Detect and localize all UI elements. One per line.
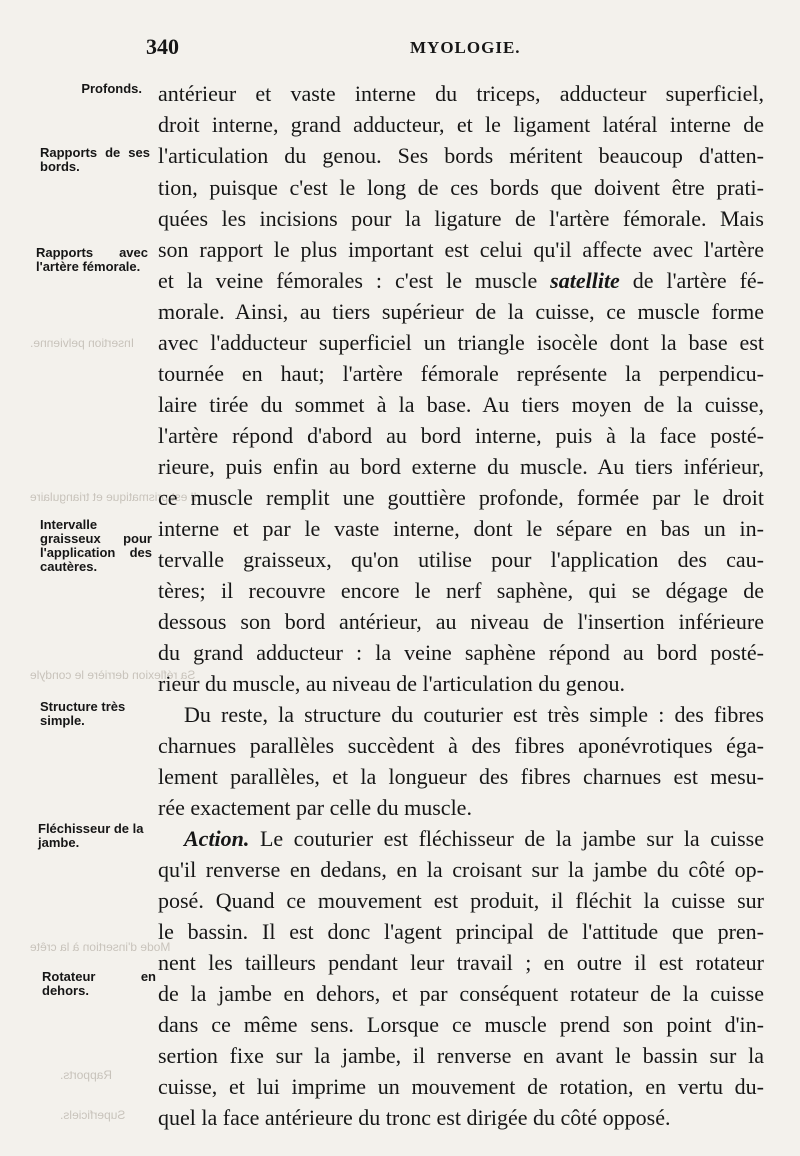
show-through-text: Il est prismatique et triangulaire bbox=[30, 490, 197, 504]
text-line: dans ce même sens. Lorsque ce muscle prend son point d'in- bbox=[158, 1012, 764, 1037]
page-number: 340 bbox=[146, 34, 179, 59]
text-line: droit interne, grand adducteur, et le ligament latéral interne de bbox=[158, 112, 764, 137]
text-line bbox=[158, 265, 764, 296]
margin-note: Intervalle graisseux pour l'application des cautères. bbox=[40, 517, 152, 574]
text-line: tion, puisque c'est le long de ces bords que doivent être prati- bbox=[158, 175, 764, 200]
margin-note: Profonds. bbox=[81, 81, 142, 96]
emphasis-word: satellite bbox=[550, 268, 620, 293]
text-line bbox=[158, 823, 764, 854]
section-heading-action: Action. bbox=[184, 826, 250, 851]
text-line: Du reste, la structure du couturier est très simple : des fibres bbox=[184, 702, 764, 727]
text-line: lement parallèles, et la longueur des fibres charnues est mesu- bbox=[158, 764, 764, 789]
text-segment: et la veine fémorales : c'est le muscle bbox=[158, 268, 551, 293]
margin-note: Fléchisseur de la jambe. bbox=[38, 821, 144, 850]
text-line: interne et par le vaste interne, dont le sépare en bas un in- bbox=[158, 516, 764, 541]
text-line: du grand adducteur : la veine saphène répond au bord posté- bbox=[158, 640, 764, 665]
text-line: morale. Ainsi, au tiers supérieur de la cuisse, ce muscle forme bbox=[158, 299, 764, 324]
text-line: sertion fixe sur la jambe, il renverse en avant le bassin sur la bbox=[158, 1043, 764, 1068]
text-line: le bassin. Il est donc l'agent principal de l'attitude que pren- bbox=[158, 919, 764, 944]
text-segment: de l'artère fé- bbox=[619, 268, 764, 293]
text-line: antérieur et vaste interne du triceps, adducteur superficiel, bbox=[158, 81, 764, 106]
text-line: posé. Quand ce mouvement est produit, il fléchit la cuisse sur bbox=[158, 888, 764, 913]
text-line: nent les tailleurs pendant leur travail ; en outre il est rotateur bbox=[158, 950, 764, 975]
text-line: rée exactement par celle du muscle. bbox=[158, 795, 472, 820]
text-line: laire tirée du sommet à la base. Au tiers moyen de la cuisse, bbox=[158, 392, 764, 417]
show-through-text: Rapports. bbox=[60, 1068, 113, 1082]
show-through-text: Mode d'insertion à la crête bbox=[30, 940, 171, 954]
page-header bbox=[0, 34, 800, 64]
text-segment: Le couturier est fléchisseur de la jambe sur la cuisse bbox=[259, 826, 764, 851]
text-line: son rapport le plus important est celui qu'il affecte avec l'artère bbox=[158, 237, 764, 262]
text-line: l'artère répond d'abord au bord interne, puis à la face posté- bbox=[158, 423, 764, 448]
margin-note: Structure très simple. bbox=[40, 699, 126, 728]
text-line: cuisse, et lui imprime un mouvement de rotation, en vertu du- bbox=[158, 1074, 764, 1099]
text-line: tères; il recouvre encore le nerf saphène, qui se dégage de bbox=[158, 578, 764, 603]
text-line: qu'il renverse en dedans, en la croisant sur la jambe du côté op- bbox=[158, 857, 764, 882]
text-line: quées les incisions pour la ligature de l'artère fémorale. Mais bbox=[158, 206, 764, 231]
margin-note: Rapports avec l'artère fémorale. bbox=[36, 245, 148, 274]
text-line: charnues parallèles succèdent à des fibres aponévrotiques éga- bbox=[158, 733, 764, 758]
show-through-text: Superficiels. bbox=[60, 1108, 126, 1122]
text-line: tournée en haut; l'artère fémorale représente la perpendicu- bbox=[158, 361, 764, 386]
text-line: dessous son bord antérieur, au niveau de l'insertion inférieure bbox=[158, 609, 764, 634]
show-through-text: Insertion pelvienne. bbox=[30, 336, 135, 350]
text-line: tervalle graisseux, qu'on utilise pour l'application des cau- bbox=[158, 547, 764, 572]
text-line: rieur du muscle, au niveau de l'articulation du genou. bbox=[158, 671, 626, 696]
text-line: ce muscle remplit une gouttière profonde, formée par le droit bbox=[158, 485, 764, 510]
text-line: l'articulation du genou. Ses bords méritent beaucoup d'atten- bbox=[158, 143, 764, 168]
text-line: rieure, puis enfin au bord externe du muscle. Au tiers inférieur, bbox=[158, 454, 764, 479]
margin-note: Rotateur en dehors. bbox=[42, 969, 156, 998]
show-through-text: Sa réflexion derrière le condyle bbox=[30, 668, 196, 682]
text-line: quel la face antérieure du tronc est dirigée du côté opposé. bbox=[158, 1105, 671, 1130]
text-line: avec l'adducteur superficiel un triangle isocèle dont la base est bbox=[158, 330, 764, 355]
running-head: MYOLOGIE. bbox=[410, 38, 521, 57]
margin-note: Rapports de ses bords. bbox=[40, 145, 150, 174]
text-line: de la jambe en dehors, et par conséquent rotateur de la cuisse bbox=[158, 981, 764, 1006]
